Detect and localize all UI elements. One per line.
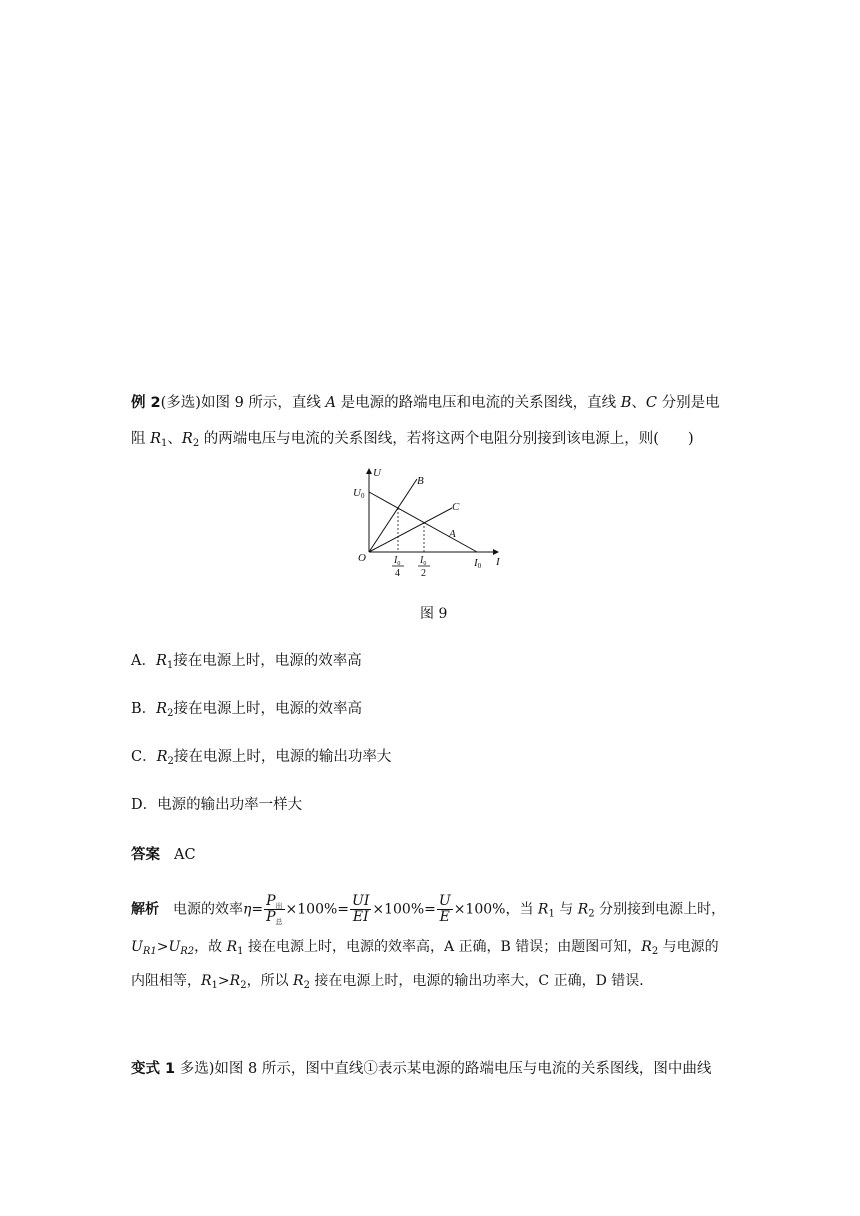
option-c: C．$R_2$接在电源上时，电源的输出功率大 <box>131 749 392 767</box>
label-quarter-den: 4 <box>395 568 400 579</box>
label-i0: I0 <box>474 557 482 570</box>
fraction-u-e: $\frac{U}{E}$ <box>438 893 451 925</box>
label-line-c: C <box>452 501 460 513</box>
question-line-1: 例 2(多选)如图 9 所示，直线 A 是电源的路端电压和电流的关系图线，直线 B、C 分别是电 <box>131 395 720 411</box>
answer-label: 答案 <box>131 847 160 863</box>
variant-label: 变式 1 <box>131 1061 176 1077</box>
analysis-line-1: 解析 电源的效率η= $\frac{P_出}{P_总}$ ×100%= $\frac{UI}{EI}$ ×100%= $\frac{U}{E}$ ×100%，当 $R_1$ 与 $R_2$ 分别接到电源上时， <box>131 893 726 926</box>
label-half-num: $I_0$ <box>420 555 427 567</box>
example-label: 例 2 <box>131 395 161 411</box>
label-i-axis: I <box>496 556 500 568</box>
analysis-line-3: 内阻相等，$R_1>R_2$，所以 $R_2$ 接在电源上时，电源的输出功率大，C 正确，D 错误． <box>131 973 654 991</box>
variant-line: 变式 1 多选)如图 8 所示，图中直线①表示某电源的路端电压与电流的关系图线，图中曲线 <box>131 1061 712 1077</box>
analysis-label: 解析 <box>131 901 159 918</box>
option-d: D．电源的输出功率一样大 <box>131 797 303 813</box>
label-half-den: 2 <box>421 568 426 579</box>
label-quarter-num: $I_0$ <box>394 555 401 567</box>
figure-caption: 图 9 <box>420 606 448 622</box>
option-b: B．$R_2$接在电源上时，电源的效率高 <box>131 701 362 719</box>
answer-line <box>131 845 196 865</box>
option-a: A．$R_1$接在电源上时，电源的效率高 <box>131 653 362 671</box>
label-line-a: A <box>449 528 456 540</box>
label-u0: U0 <box>353 487 365 500</box>
analysis-line-2: $U_{R1}>U_{R2}$，故 $R_1$ 接在电源上时，电源的效率高，A 正确，B 错误；由题图可知，$R_2$ 与电源的 <box>131 939 719 957</box>
question-line-2: 阻 $R_1$、$R_2$ 的两端电压与电流的关系图线，若将这两个电阻分别接到该电源上，则( ) <box>131 431 694 449</box>
label-u-axis: U <box>373 467 381 479</box>
fraction-ui-ei: $\frac{UI}{EI}$ <box>352 893 370 925</box>
label-origin: O <box>358 552 366 564</box>
label-line-b: B <box>417 475 424 487</box>
line-b <box>369 479 417 552</box>
fraction-p-out-p-total: $\frac{P_出}{P_总}$ <box>266 893 283 926</box>
u-i-graph <box>348 465 508 585</box>
answer-value: AC <box>174 847 196 863</box>
